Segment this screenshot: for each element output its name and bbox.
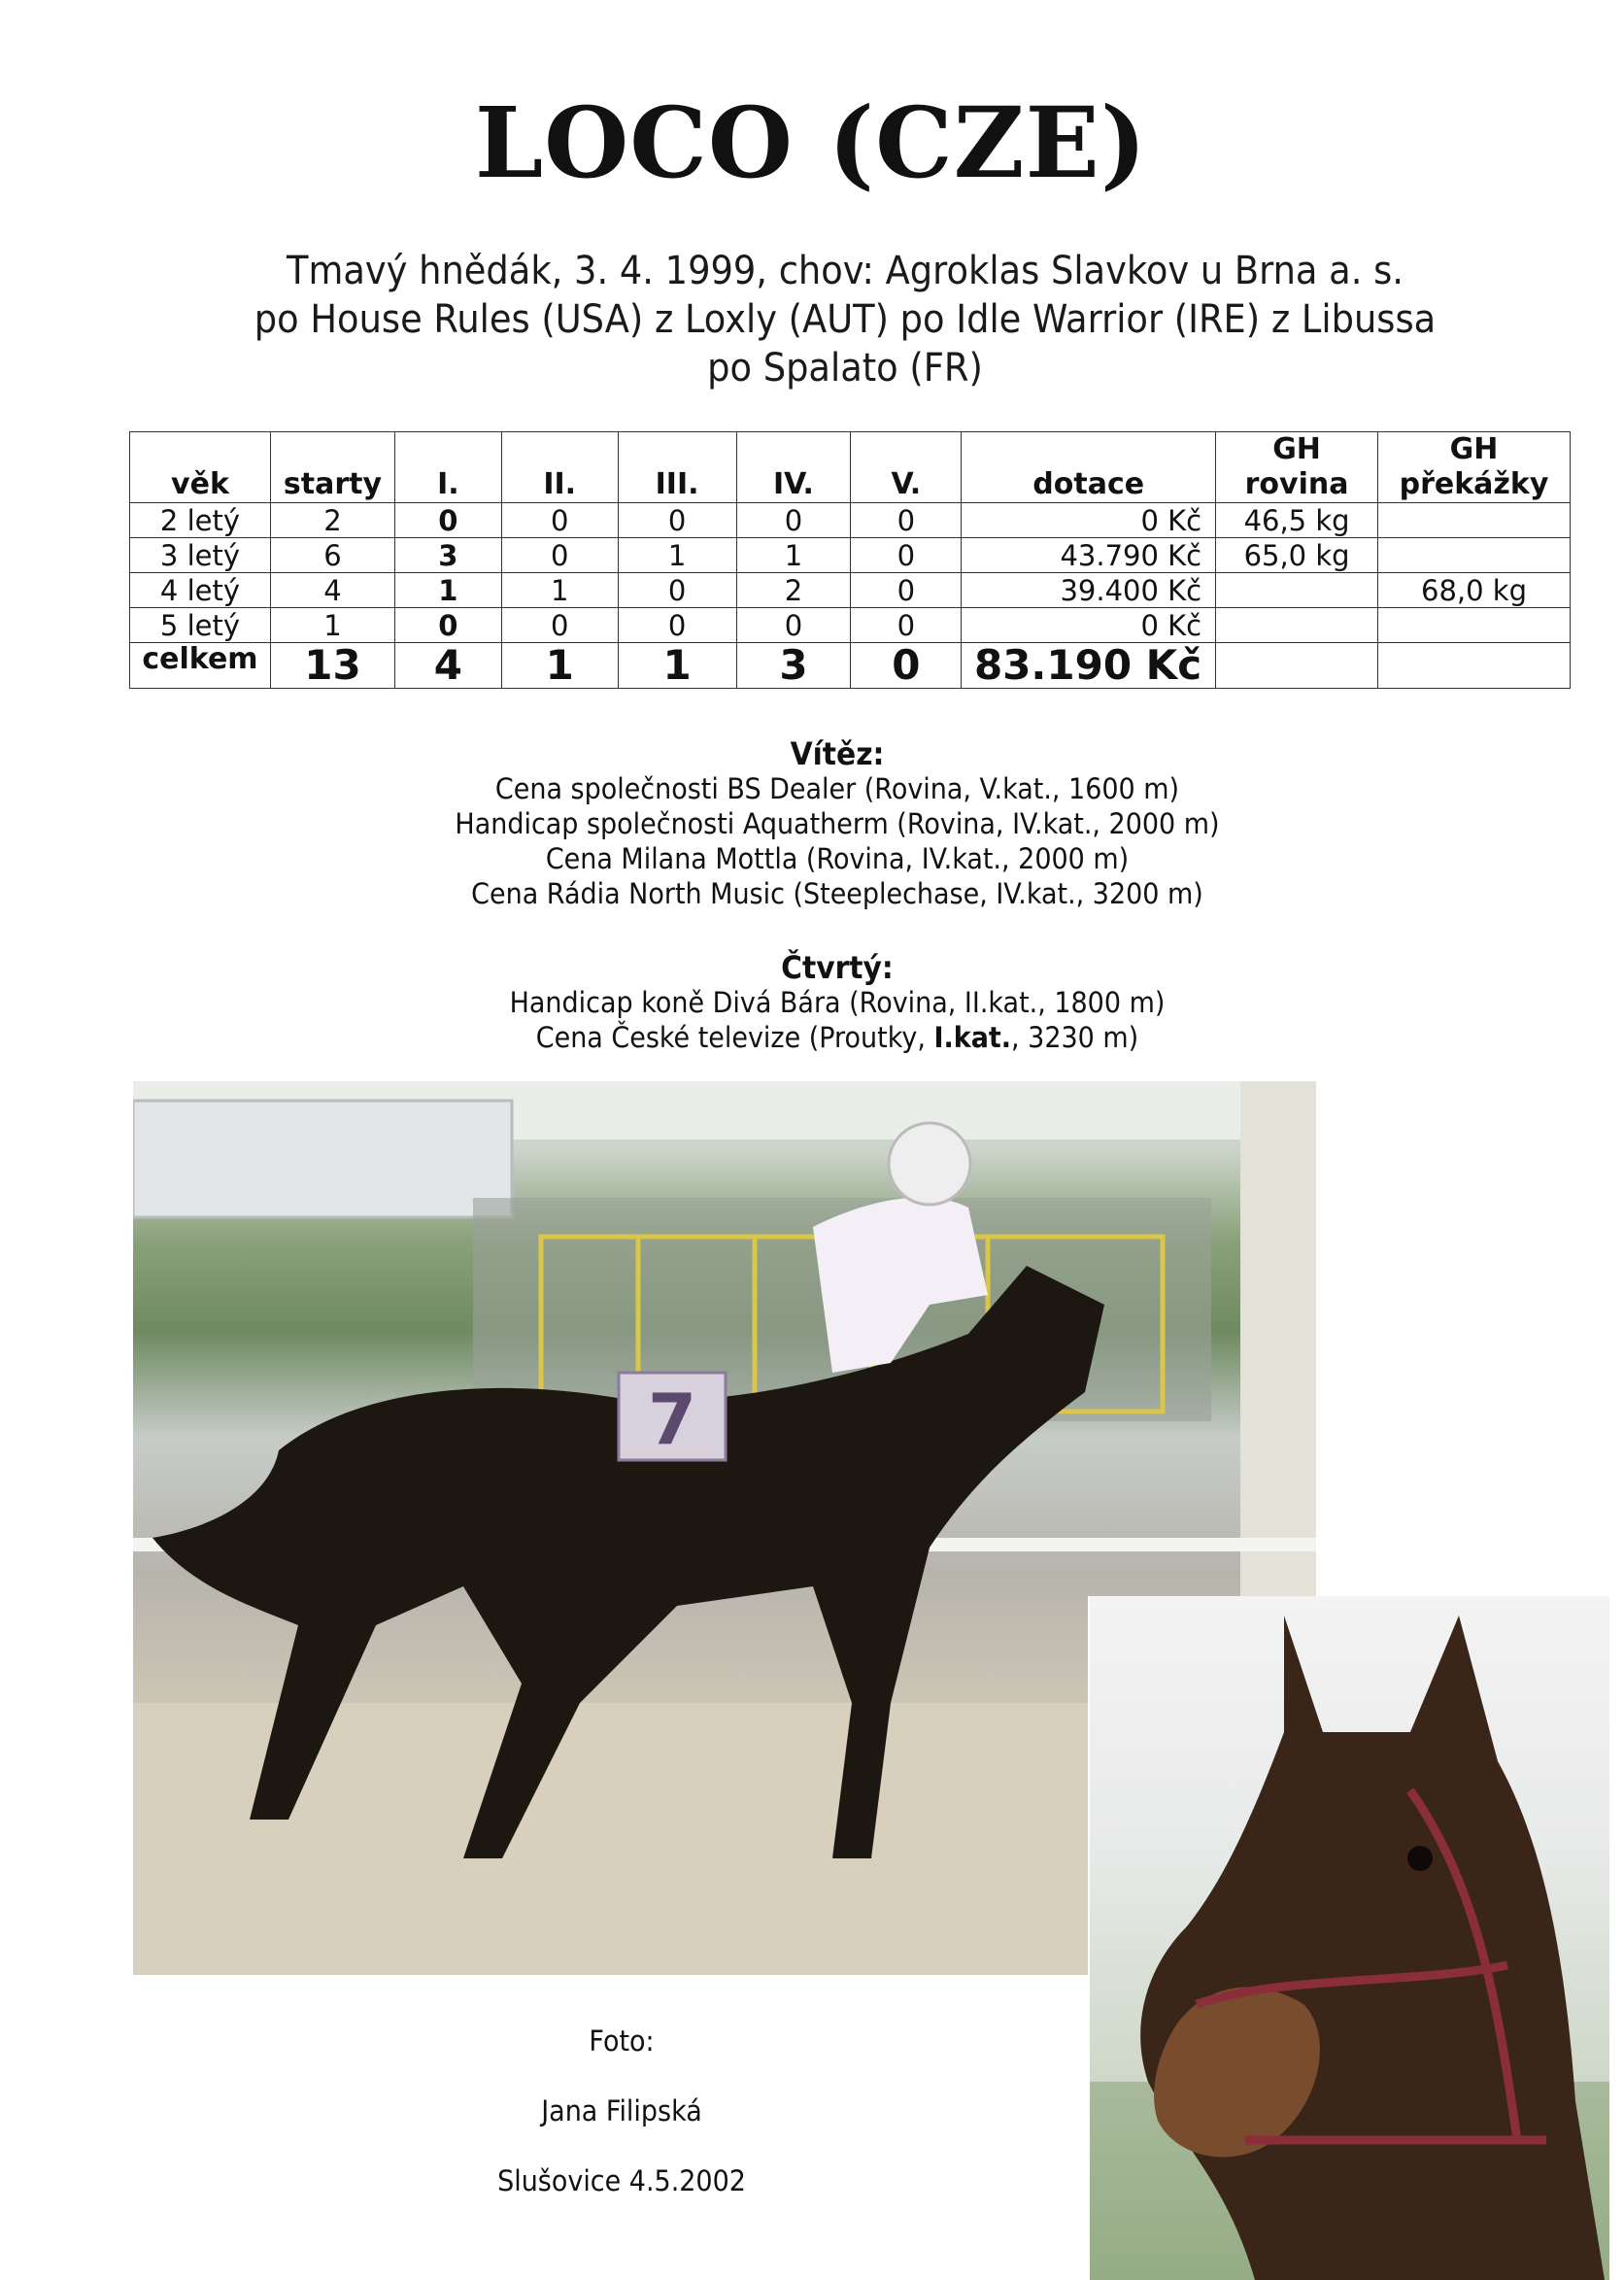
race-number: 7 (647, 1378, 697, 1460)
cell-total-iii: 1 (618, 643, 736, 689)
header-vek: věk (130, 432, 271, 503)
header-i: I. (394, 432, 501, 503)
table-row (130, 538, 1571, 573)
cell-total-label: celkem (130, 643, 271, 689)
cell-starty: 4 (270, 573, 394, 608)
cell-gh-rovina: 46,5 kg (1216, 503, 1378, 538)
table-row (130, 608, 1571, 643)
horse-head-illustration (1090, 1596, 1609, 2280)
cell-v: 0 (851, 503, 962, 538)
header-ii: II. (501, 432, 618, 503)
cell-total-starty: 13 (270, 643, 394, 689)
header-dotace: dotace (962, 432, 1216, 503)
winner-item: Cena Rádia North Music (Steeplechase, IV.kat., 3200 m) (471, 877, 1203, 910)
cell-total-iv: 3 (736, 643, 851, 689)
header-v: V. (851, 432, 962, 503)
cell-i: 3 (394, 538, 501, 573)
cell-dotace: 0 Kč (962, 608, 1216, 643)
cell-iv: 2 (736, 573, 851, 608)
table-total-row (130, 643, 1571, 689)
cell-iv: 1 (736, 538, 851, 573)
cell-dotace: 43.790 Kč (962, 538, 1216, 573)
cell-gh-rovina (1216, 573, 1378, 608)
intro-line-2: po House Rules (USA) z Loxly (AUT) po Idle Warrior (IRE) z Libussa (254, 297, 1437, 342)
cell-starty: 1 (270, 608, 394, 643)
cell-iv: 0 (736, 503, 851, 538)
results-table (129, 431, 1571, 689)
cell-dotace: 39.400 Kč (962, 573, 1216, 608)
cell-dotace: 0 Kč (962, 503, 1216, 538)
fourth-section (51, 950, 1623, 1055)
horse-head-photo (1088, 1596, 1609, 2280)
cell-gh-prekazky (1378, 538, 1571, 573)
cell-gh-rovina (1216, 608, 1378, 643)
cell-ii: 0 (501, 503, 618, 538)
intro-line-3: po Spalato (FR) (707, 346, 983, 391)
cell-i: 1 (394, 573, 501, 608)
cell-total-v: 0 (851, 643, 962, 689)
fourth-item: Handicap koně Divá Bára (Rovina, II.kat., 1800 m) (509, 986, 1166, 1019)
header-iii: III. (618, 432, 736, 503)
photo-credit-label: Foto: (589, 2025, 655, 2058)
cell-total-dotace: 83.190 Kč (962, 643, 1216, 689)
cell-v: 0 (851, 573, 962, 608)
header-gh-prekazky-top: GH (1449, 432, 1499, 466)
photo-location-date: Slušovice 4.5.2002 (497, 2164, 746, 2197)
table-row (130, 503, 1571, 538)
cell-total-gh-rovina (1216, 643, 1378, 689)
photographer-name: Jana Filipská (541, 2094, 702, 2127)
cell-gh-rovina: 65,0 kg (1216, 538, 1378, 573)
cell-gh-prekazky: 68,0 kg (1378, 573, 1571, 608)
cell-vek: 3 letý (130, 538, 271, 573)
cell-v: 0 (851, 538, 962, 573)
cell-ii: 0 (501, 538, 618, 573)
cell-iii: 0 (618, 608, 736, 643)
table-header-row (130, 432, 1571, 503)
cell-i: 0 (394, 503, 501, 538)
cell-iii: 1 (618, 538, 736, 573)
cell-gh-prekazky (1378, 503, 1571, 538)
fourth-item-category: I.kat. (933, 1021, 1012, 1054)
fourth-item (51, 1020, 1623, 1055)
cell-iv: 0 (736, 608, 851, 643)
header-iv: IV. (736, 432, 851, 503)
header-gh-rovina (1216, 432, 1378, 503)
cell-total-gh-prekazky (1378, 643, 1571, 689)
cell-ii: 0 (501, 608, 618, 643)
winner-heading: Vítěz: (790, 735, 885, 772)
winner-item: Handicap společnosti Aquatherm (Rovina, IV.kat., 2000 m) (455, 807, 1220, 840)
header-gh-prekazky (1378, 432, 1571, 503)
intro-line-1: Tmavý hnědák, 3. 4. 1999, chov: Agroklas Slavkov u Brna a. s. (286, 249, 1404, 293)
table-row (130, 573, 1571, 608)
header-gh-prekazky-bottom: překážky (1399, 467, 1549, 501)
cell-gh-prekazky (1378, 608, 1571, 643)
cell-vek: 4 letý (130, 573, 271, 608)
cell-vek: 2 letý (130, 503, 271, 538)
cell-iii: 0 (618, 573, 736, 608)
fourth-heading: Čtvrtý: (781, 949, 894, 986)
cell-iii: 0 (618, 503, 736, 538)
header-gh-rovina-bottom: rovina (1244, 467, 1349, 501)
page-title: LOCO (CZE) (474, 85, 1148, 200)
cell-starty: 6 (270, 538, 394, 573)
winner-item: Cena společnosti BS Dealer (Rovina, V.kat., 1600 m) (494, 772, 1180, 805)
cell-v: 0 (851, 608, 962, 643)
cell-ii: 1 (501, 573, 618, 608)
cell-total-ii: 1 (501, 643, 618, 689)
cell-total-i: 4 (394, 643, 501, 689)
winner-section (51, 736, 1623, 911)
fourth-item-text: Cena České televize (Proutky, (535, 1021, 934, 1054)
header-starty: starty (270, 432, 394, 503)
cell-starty: 2 (270, 503, 394, 538)
fourth-item-text-end: , 3230 m) (1011, 1021, 1139, 1054)
cell-i: 0 (394, 608, 501, 643)
cell-vek: 5 letý (130, 608, 271, 643)
winner-item: Cena Milana Mottla (Rovina, IV.kat., 2000 m) (545, 842, 1130, 875)
header-gh-rovina-top: GH (1272, 432, 1321, 466)
